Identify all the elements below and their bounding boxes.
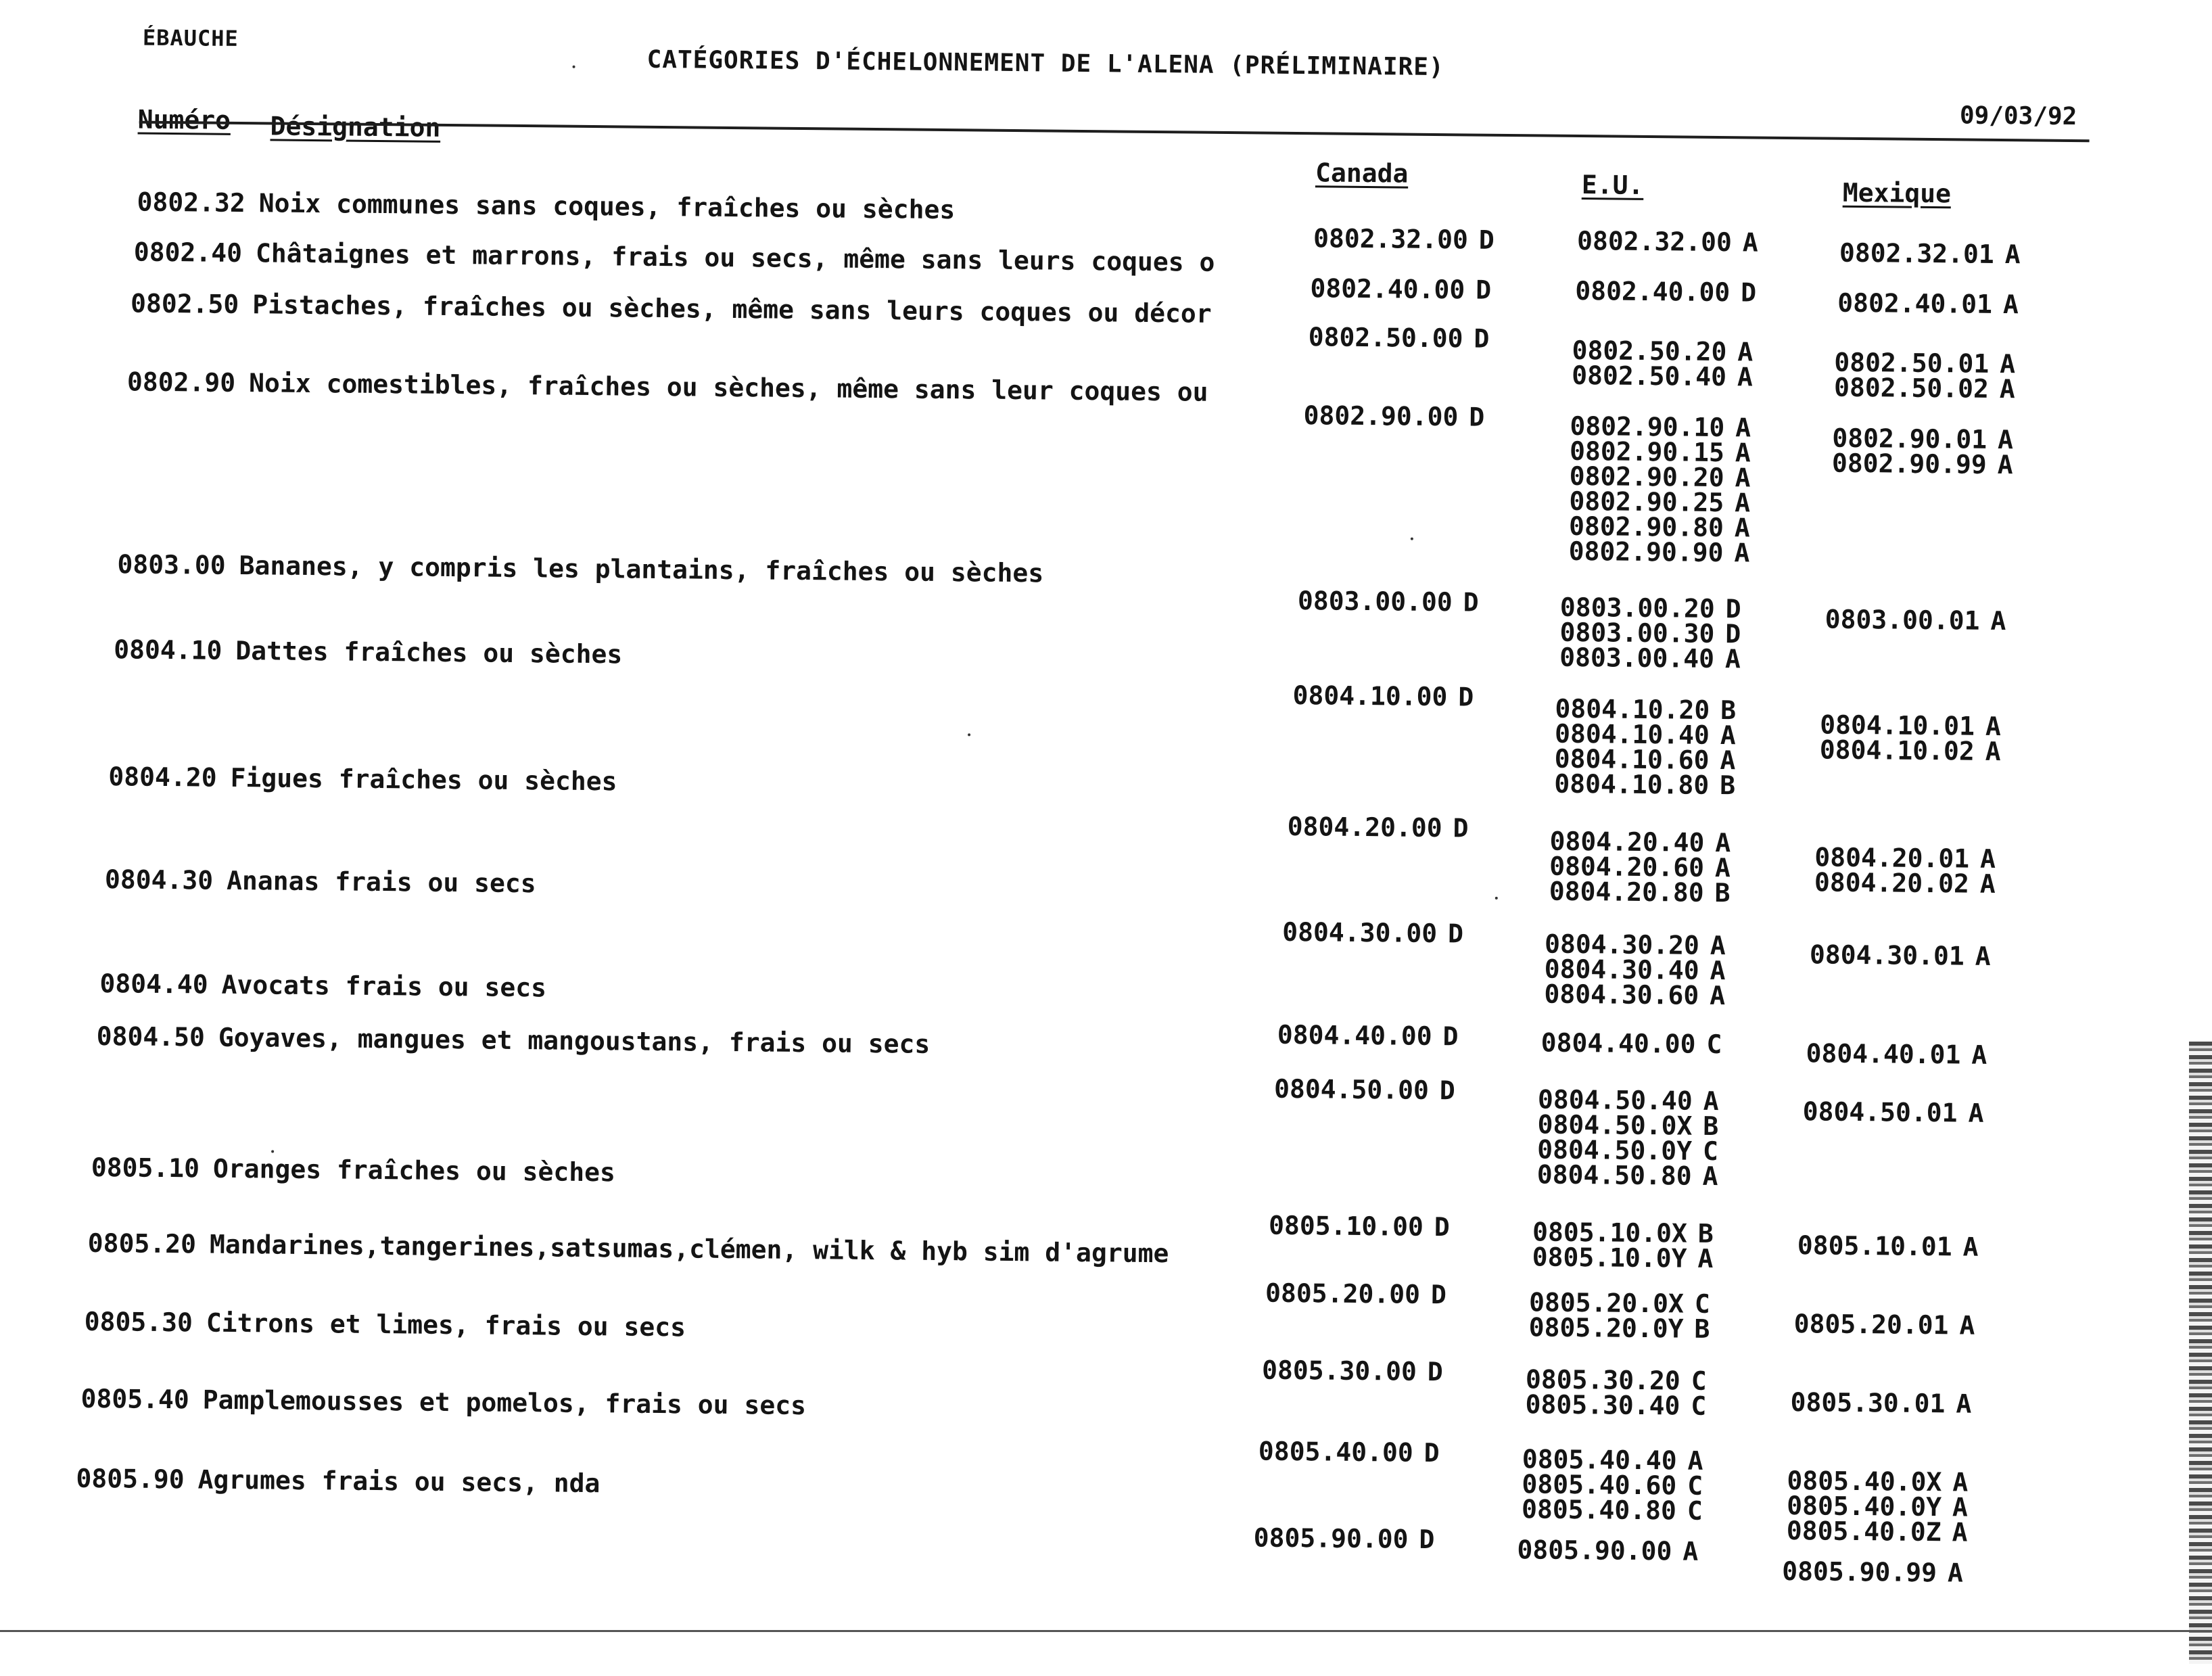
staging-category: A (1971, 1040, 1987, 1070)
column-header-mexico: Mexique (1842, 177, 1952, 209)
tariff-code: 0805.30.40 (1525, 1389, 1680, 1421)
column-header-canada: Canada (1315, 158, 1409, 189)
designation-text: Goyaves, mangues et mangoustans, frais ou secs (218, 1022, 931, 1059)
column-header-us: E.U. (1581, 170, 1644, 200)
staging-category: C (1702, 1136, 1719, 1167)
canada-code (1253, 1522, 1435, 1555)
tariff-code: 0805.20.00 (1265, 1278, 1421, 1309)
tariff-code: 0802.90.15 (1569, 436, 1725, 468)
staging-category: A (1714, 852, 1731, 883)
staging-category: A (1697, 1243, 1714, 1274)
staging-category: A (1979, 843, 1996, 874)
staging-category: A (1710, 980, 1726, 1011)
designation-text: Citrons et limes, frais ou secs (206, 1307, 686, 1343)
staging-category: B (1697, 1218, 1714, 1249)
row-designation (127, 367, 1208, 406)
tariff-number: 0802.32 (137, 187, 245, 218)
designation-text: Oranges fraîches ou sèches (212, 1153, 616, 1188)
us-code (1554, 768, 1736, 801)
staging-category: A (1952, 1517, 1968, 1547)
tariff-code: 0804.10.40 (1554, 718, 1710, 750)
tariff-code: 0805.90.99 (1782, 1556, 1937, 1588)
us-code (1517, 1537, 1698, 1564)
canada-code (1287, 811, 1469, 843)
tariff-code: 0804.40.01 (1806, 1038, 1961, 1070)
tariff-code: 0804.50.0Y (1537, 1134, 1693, 1166)
tariff-code: 0803.00.30 (1559, 617, 1715, 649)
staging-category: B (1694, 1313, 1710, 1344)
tariff-code: 0804.50.80 (1536, 1159, 1692, 1191)
staging-category: D (1725, 594, 1741, 624)
canada-code (1309, 324, 1490, 352)
canada-code (1277, 1019, 1459, 1052)
row-designation (108, 762, 617, 796)
tariff-code: 0805.20.0X (1528, 1287, 1685, 1319)
tariff-code: 0802.90.20 (1569, 461, 1724, 493)
row-designation (80, 1384, 806, 1420)
mexico-code (1787, 1518, 1968, 1545)
staging-category: B (1719, 770, 1736, 801)
tariff-code: 0804.40.00 (1540, 1027, 1696, 1059)
tariff-code: 0804.50.00 (1273, 1073, 1430, 1105)
row-designation (91, 1153, 615, 1187)
tariff-code: 0805.30.20 (1525, 1364, 1680, 1396)
us-code (1525, 1391, 1706, 1419)
tariff-code: 0804.20.40 (1549, 826, 1705, 858)
staging-category: A (1999, 373, 2015, 404)
canada-code (1273, 1073, 1455, 1106)
tariff-code: 0804.10.20 (1555, 693, 1710, 725)
tariff-number: 0805.30 (84, 1306, 193, 1338)
staging-category: D (1725, 619, 1741, 649)
mexico-code (1806, 1040, 1987, 1068)
tariff-code: 0804.30.20 (1544, 929, 1700, 960)
tariff-code: 0805.10.0X (1532, 1217, 1688, 1249)
staging-category: D (1427, 1356, 1443, 1387)
us-code (1575, 275, 1757, 308)
tariff-code: 0805.10.00 (1268, 1210, 1424, 1242)
staging-category: A (1952, 1492, 1969, 1522)
tariff-code: 0805.40.60 (1522, 1469, 1677, 1501)
canada-code (1292, 682, 1474, 710)
row-designation (137, 187, 955, 225)
designation-text: Mandarines,tangerines,satsumas,clémen, wilk & hyb sim d'agrume (209, 1229, 1169, 1269)
staging-category: A (1735, 413, 1751, 443)
staging-category: A (1962, 1232, 1979, 1262)
tariff-code: 0805.30.00 (1261, 1355, 1417, 1387)
tariff-code: 0802.90.90 (1568, 536, 1724, 568)
tariff-code: 0805.10.01 (1797, 1230, 1952, 1262)
tariff-code: 0805.90.00 (1253, 1522, 1409, 1554)
staging-category: A (1742, 227, 1759, 258)
tariff-code: 0805.40.0X (1787, 1466, 1942, 1497)
tariff-code: 0805.20.01 (1793, 1309, 1949, 1341)
tariff-code: 0803.00.40 (1559, 642, 1715, 674)
mexico-code (1790, 1389, 1971, 1417)
scan-speck (573, 66, 575, 68)
designation-text: Noix communes sans coques, fraîches ou sèches (258, 188, 956, 225)
tariff-code: 0804.50.0X (1537, 1109, 1693, 1141)
tariff-code: 0804.20.80 (1549, 876, 1704, 908)
staging-category: A (1687, 1445, 1703, 1476)
designation-text: Bananes, y compris les plantains, fraîches ou sèches (239, 551, 1044, 588)
tariff-code: 0805.40.80 (1521, 1494, 1677, 1526)
staging-category: D (1419, 1524, 1435, 1555)
tariff-code: 0804.50.40 (1537, 1084, 1693, 1116)
tariff-code: 0802.50.00 (1308, 322, 1463, 354)
mexico-code (1825, 604, 2006, 636)
designation-text: Ananas frais ou secs (226, 865, 536, 899)
staging-category: D (1423, 1437, 1440, 1468)
us-code (1532, 1244, 1714, 1272)
canada-code (1282, 916, 1464, 949)
staging-category: A (1997, 424, 2014, 455)
mexico-code (1833, 372, 2015, 404)
staging-category: C (1706, 1029, 1722, 1060)
canada-code (1268, 1210, 1451, 1242)
staging-category: A (1734, 488, 1751, 518)
row-designation (134, 237, 1215, 277)
canada-code (1262, 1357, 1443, 1385)
staging-category: A (1990, 605, 2006, 636)
staging-category: A (1979, 868, 1996, 899)
tariff-code: 0802.90.99 (1831, 448, 1987, 480)
tariff-code: 0805.20.0Y (1528, 1312, 1684, 1344)
tariff-number: 0804.50 (96, 1021, 206, 1052)
canada-code (1303, 402, 1484, 430)
tariff-code: 0804.10.80 (1554, 768, 1710, 800)
tariff-number: 0805.10 (91, 1152, 200, 1184)
tariff-code: 0804.30.01 (1809, 939, 1965, 971)
scan-speck (271, 1150, 274, 1153)
designation-text: Pistaches, fraîches ou sèches, même sans leurs coques ou décor (252, 289, 1212, 329)
staging-category: B (1720, 695, 1737, 726)
tariff-code: 0802.50.20 (1572, 335, 1727, 367)
tariff-code: 0804.40.00 (1277, 1019, 1432, 1051)
tariff-code: 0804.20.60 (1549, 851, 1705, 883)
staging-category: A (1710, 930, 1726, 961)
designation-text: Agrumes frais ou secs, nda (197, 1464, 601, 1499)
tariff-number: 0804.40 (99, 969, 208, 1000)
staging-category: D (1447, 918, 1464, 949)
tariff-code: 0802.40.00 (1575, 275, 1731, 308)
tariff-code: 0803.00.01 (1825, 604, 1980, 636)
staging-category: A (1715, 827, 1731, 858)
staging-category: C (1691, 1366, 1707, 1396)
row-designation (97, 1021, 931, 1059)
staging-category: C (1691, 1391, 1707, 1421)
staging-category: A (1682, 1536, 1699, 1566)
mexico-code (1832, 450, 2013, 478)
tariff-code: 0804.10.60 (1554, 743, 1710, 775)
tariff-code: 0802.32.00 (1576, 225, 1733, 258)
tariff-code: 0802.90.80 (1568, 511, 1724, 543)
tariff-code: 0804.30.40 (1544, 954, 1699, 985)
us-code (1549, 876, 1731, 908)
designation-text: Dattes fraîches ou sèches (235, 635, 623, 670)
tariff-code: 0803.00.20 (1559, 592, 1715, 624)
draft-label: ÉBAUCHE (142, 24, 239, 51)
staging-category: A (1735, 463, 1751, 493)
staging-category: D (1439, 1075, 1455, 1106)
staging-category: D (1434, 1212, 1451, 1242)
tariff-code: 0804.20.02 (1814, 867, 1970, 899)
tariff-code: 0804.10.01 (1820, 709, 1975, 741)
staging-category: A (1956, 1389, 1972, 1419)
tariff-code: 0802.40.00 (1310, 273, 1465, 305)
document-title: CATÉGORIES D'ÉCHELONNEMENT DE L'ALENA (PRÉLIMINAIRE) (646, 45, 1444, 82)
staging-category: D (1469, 402, 1485, 432)
tariff-code: 0805.40.00 (1258, 1436, 1413, 1468)
mexico-code (1782, 1558, 1963, 1586)
row-designation (99, 969, 546, 1002)
staging-category: A (1999, 348, 2016, 379)
tariff-code: 0802.32.00 (1313, 223, 1469, 255)
tariff-code: 0805.40.40 (1522, 1444, 1677, 1476)
mexico-code (1810, 941, 1991, 969)
mexico-code (1814, 869, 1996, 897)
staging-category: A (1703, 1086, 1719, 1117)
staging-category: A (1947, 1558, 1964, 1588)
bottom-rule (0, 1630, 2212, 1632)
row-designation (117, 549, 1043, 588)
column-header-number: Numéro (137, 104, 231, 135)
row-designation (105, 864, 536, 898)
tariff-code: 0802.32.01 (1839, 237, 1994, 269)
staging-category: D (1442, 1021, 1459, 1052)
tariff-code: 0805.10.0Y (1532, 1242, 1687, 1274)
canada-code (1297, 586, 1479, 618)
scan-speck (1495, 897, 1498, 900)
tariff-number: 0803.00 (117, 549, 226, 580)
tariff-code: 0802.90.25 (1569, 486, 1724, 518)
tariff-code: 0802.90.00 (1303, 400, 1459, 432)
tariff-code: 0804.30.00 (1282, 916, 1438, 949)
staging-category: A (1985, 711, 2002, 742)
row-designation (88, 1228, 1169, 1268)
staging-category: A (1702, 1161, 1718, 1192)
us-code (1536, 1159, 1718, 1192)
tariff-number: 0805.20 (87, 1228, 197, 1259)
staging-category: A (2002, 289, 2019, 320)
tariff-code: 0802.90.01 (1832, 423, 1987, 455)
tariff-code: 0805.40.0Z (1786, 1516, 1942, 1547)
us-code (1522, 1496, 1703, 1524)
staging-category: D (1430, 1279, 1447, 1310)
tariff-number: 0802.40 (133, 237, 243, 269)
tariff-number: 0804.10 (114, 634, 222, 666)
staging-category: A (1968, 1098, 1984, 1128)
tariff-code: 0802.50.01 (1834, 347, 1990, 379)
tariff-code: 0803.00.00 (1297, 586, 1453, 618)
staging-category: D (1476, 275, 1492, 305)
staging-category: D (1463, 587, 1479, 618)
row-designation (114, 634, 622, 669)
staging-category: A (1710, 955, 1726, 986)
designation-text: Figues fraîches ou sèches (230, 762, 617, 797)
document-date: 09/03/92 (1959, 101, 2077, 131)
staging-category: D (1474, 323, 1490, 354)
staging-category: A (1734, 538, 1750, 568)
tariff-code: 0805.30.01 (1790, 1387, 1946, 1419)
us-code (1572, 360, 1754, 392)
tariff-number: 0804.20 (108, 762, 217, 793)
staging-category: A (1724, 644, 1741, 674)
designation-text: Pamplemousses et pomelos, frais ou secs (202, 1384, 807, 1421)
tariff-code: 0804.10.00 (1292, 680, 1448, 712)
scan-edge-artifact (2189, 1042, 2212, 1664)
staging-category: A (1720, 720, 1737, 751)
tariff-number: 0805.40 (80, 1383, 189, 1415)
staging-category: A (2004, 239, 2021, 270)
tariff-number: 0802.90 (126, 367, 236, 398)
staging-category: A (1737, 337, 1754, 367)
tariff-code: 0804.30.60 (1544, 979, 1699, 1010)
us-code (1540, 1027, 1722, 1060)
mexico-code (1819, 735, 2001, 767)
staging-category: A (1737, 362, 1754, 392)
staging-category: D (1458, 682, 1474, 712)
row-designation (131, 288, 1212, 328)
staging-category: A (1997, 449, 2013, 480)
canada-code (1265, 1280, 1446, 1308)
staging-category: A (1734, 513, 1750, 543)
row-designation (76, 1464, 600, 1498)
mexico-code (1803, 1098, 1984, 1126)
designation-text: Avocats frais ou secs (221, 969, 547, 1003)
tariff-number: 0802.50 (130, 288, 239, 319)
staging-category: A (1959, 1310, 1975, 1341)
staging-category: A (1985, 736, 2001, 767)
scan-speck (1411, 538, 1413, 540)
tariff-number: 0804.30 (104, 864, 214, 895)
tariff-code: 0805.90.00 (1517, 1535, 1672, 1566)
staging-category: B (1714, 877, 1731, 908)
row-designation (84, 1307, 686, 1343)
staging-category: D (1453, 813, 1469, 843)
canada-code (1258, 1436, 1440, 1468)
tariff-code: 0802.40.01 (1837, 287, 1993, 319)
canada-code (1310, 275, 1491, 303)
staging-category: A (1735, 438, 1751, 468)
tariff-code: 0802.90.10 (1570, 411, 1725, 443)
tariff-code: 0804.50.01 (1802, 1096, 1958, 1128)
staging-category: C (1687, 1495, 1703, 1526)
tariff-code: 0802.50.02 (1833, 372, 1990, 404)
mexico-code (1837, 287, 2019, 320)
column-header-designation: Désignation (270, 111, 441, 143)
us-code (1569, 538, 1750, 566)
us-code (1544, 981, 1725, 1009)
staging-category: A (1975, 941, 1991, 971)
scan-speck (968, 733, 970, 736)
tariff-code: 0804.10.02 (1819, 735, 1975, 766)
tariff-code: 0804.20.01 (1814, 842, 1970, 874)
staging-category: D (1478, 225, 1495, 255)
designation-text: Châtaignes et marrons, frais ou secs, même sans leurs coques o (255, 238, 1215, 277)
staging-category: C (1694, 1288, 1710, 1319)
staging-category: A (1720, 745, 1736, 776)
staging-category: C (1687, 1470, 1703, 1501)
tariff-code: 0805.40.0Y (1786, 1491, 1942, 1522)
tariff-code: 0802.50.40 (1572, 360, 1727, 392)
us-code (1529, 1314, 1710, 1342)
tariff-code: 0804.20.00 (1287, 811, 1442, 843)
designation-text: Noix comestibles, fraîches ou sèches, même sans leur coques ou (248, 368, 1208, 407)
tariff-number: 0805.90 (76, 1463, 185, 1495)
staging-category: D (1740, 277, 1757, 308)
staging-category: A (1952, 1467, 1969, 1497)
staging-category: B (1703, 1111, 1719, 1142)
